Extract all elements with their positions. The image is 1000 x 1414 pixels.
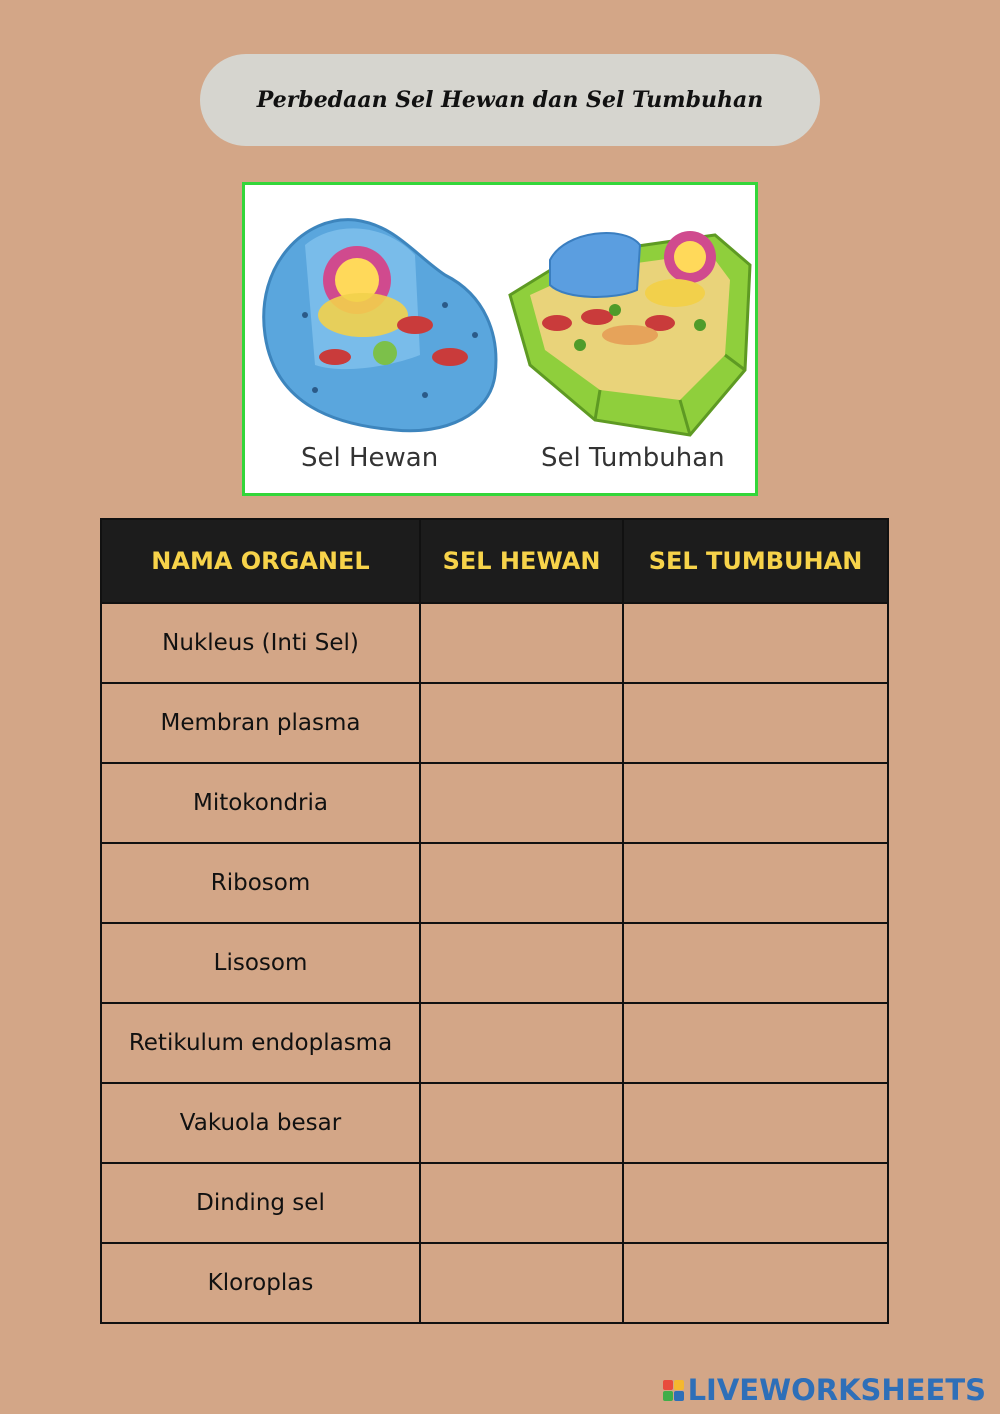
table-row xyxy=(101,1083,888,1163)
table-row xyxy=(101,763,888,843)
table-row xyxy=(101,843,888,923)
table-row xyxy=(101,1243,888,1323)
page-title: Perbedaan Sel Hewan dan Sel Tumbuhan xyxy=(256,87,764,113)
animal-cell-drawing xyxy=(264,220,496,431)
plant-answer-cell[interactable] xyxy=(623,763,888,843)
liveworksheets-logo-icon xyxy=(663,1380,684,1401)
organelle-name: Ribosom xyxy=(101,843,420,923)
animal-answer-cell[interactable] xyxy=(420,1003,623,1083)
plant-answer-cell[interactable] xyxy=(623,1163,888,1243)
table-row xyxy=(101,683,888,763)
header-plant-cell: SEL TUMBUHAN xyxy=(623,519,888,603)
animal-answer-cell[interactable] xyxy=(420,763,623,843)
cell-illustration xyxy=(242,182,758,496)
organelle-name: Kloroplas xyxy=(101,1243,420,1323)
liveworksheets-brand[interactable] xyxy=(663,1374,986,1406)
organelle-name: Vakuola besar xyxy=(101,1083,420,1163)
plant-answer-cell[interactable] xyxy=(623,603,888,683)
plant-answer-cell[interactable] xyxy=(623,1003,888,1083)
animal-answer-cell[interactable] xyxy=(420,923,623,1003)
plant-cell-label: Sel Tumbuhan xyxy=(541,443,725,473)
plant-cell-drawing xyxy=(510,231,750,435)
plant-answer-cell[interactable] xyxy=(623,1083,888,1163)
organelle-table xyxy=(100,518,889,1324)
organelle-name: Membran plasma xyxy=(101,683,420,763)
organelle-name: Nukleus (Inti Sel) xyxy=(101,603,420,683)
brand-name: LIVEWORKSHEETS xyxy=(687,1373,986,1407)
table-row xyxy=(101,923,888,1003)
plant-answer-cell[interactable] xyxy=(623,843,888,923)
organelle-name: Retikulum endoplasma xyxy=(101,1003,420,1083)
organelle-name: Mitokondria xyxy=(101,763,420,843)
table-row xyxy=(101,603,888,683)
header-animal-cell: SEL HEWAN xyxy=(420,519,623,603)
title-banner xyxy=(200,54,820,146)
animal-answer-cell[interactable] xyxy=(420,843,623,923)
table-row xyxy=(101,1163,888,1243)
plant-answer-cell[interactable] xyxy=(623,923,888,1003)
plant-answer-cell[interactable] xyxy=(623,1243,888,1323)
plant-answer-cell[interactable] xyxy=(623,683,888,763)
table-header-row xyxy=(101,519,888,603)
animal-answer-cell[interactable] xyxy=(420,683,623,763)
table-row xyxy=(101,1003,888,1083)
organelle-name: Dinding sel xyxy=(101,1163,420,1243)
animal-answer-cell[interactable] xyxy=(420,1243,623,1323)
animal-cell-label: Sel Hewan xyxy=(301,443,439,473)
header-organelle-name: NAMA ORGANEL xyxy=(101,519,420,603)
animal-answer-cell[interactable] xyxy=(420,1163,623,1243)
animal-answer-cell[interactable] xyxy=(420,1083,623,1163)
animal-answer-cell[interactable] xyxy=(420,603,623,683)
organelle-name: Lisosom xyxy=(101,923,420,1003)
